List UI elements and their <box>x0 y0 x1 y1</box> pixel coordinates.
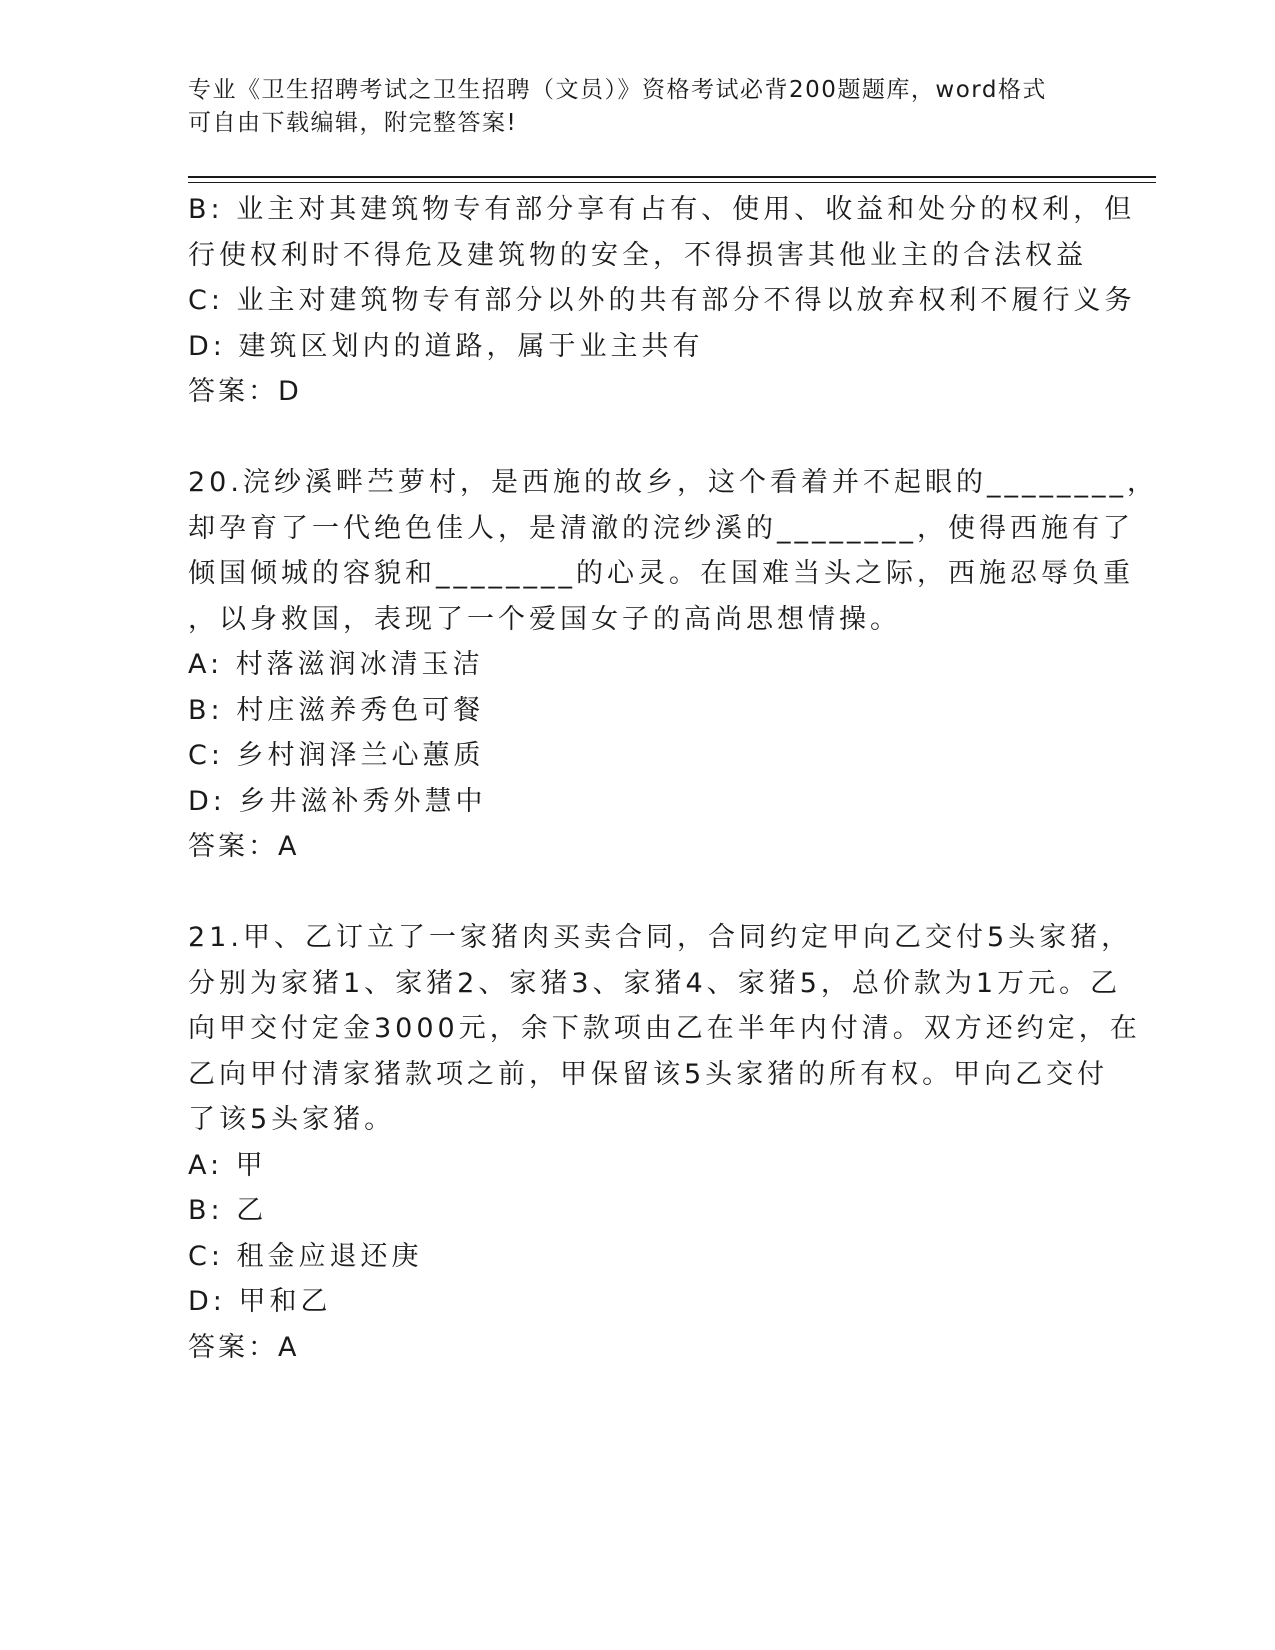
question-stem-line: 却孕育了一代绝色佳人，是清澈的浣纱溪的________，使得西施有了 <box>188 512 1134 544</box>
question-stem-line: 乙向甲付清家猪款项之前，甲保留该5头家猪的所有权。甲向乙交付 <box>188 1058 1109 1090</box>
answer-line: 答案：D <box>188 376 302 407</box>
option-a: A: 村落滋润冰清玉洁 <box>188 649 484 680</box>
header-divider-thick <box>188 176 1156 178</box>
option-b-line-1: B: 业主对其建筑物专有部分享有占有、使用、收益和处分的权利，但 <box>188 194 1136 225</box>
question-stem-line: 21.甲、乙订立了一家猪肉买卖合同，合同约定甲向乙交付5头家猪， <box>188 922 1133 953</box>
header-title-line-2: 可自由下载编辑，附完整答案! <box>188 110 518 136</box>
answer-line: 答案：A <box>188 831 300 862</box>
question-stem-line: 分别为家猪1、家猪2、家猪3、家猪4、家猪5，总价款为1万元。乙 <box>188 967 1122 999</box>
document-body <box>188 187 1158 1370</box>
question-stem-line: 了该5头家猪。 <box>188 1104 396 1135</box>
section-spacer <box>188 870 1088 916</box>
option-d: D: 乡井滋补秀外慧中 <box>188 785 487 817</box>
page-header <box>188 74 1068 140</box>
header-title-line-1: 专业《卫生招聘考试之卫生招聘（文员）》资格考试必背200题题库，word格式 <box>188 77 1047 103</box>
option-d: D: 甲和乙 <box>188 1286 332 1317</box>
question-stem-line: 20.浣纱溪畔苎萝村，是西施的故乡，这个看着并不起眼的________， <box>188 467 1158 498</box>
option-b-line-2: 行使权利时不得危及建筑物的安全，不得损害其他业主的合法权益 <box>188 239 1087 271</box>
option-d: D: 建筑区划内的道路，属于业主共有 <box>188 330 704 362</box>
option-c: C: 乡村润泽兰心蕙质 <box>188 740 485 771</box>
question-21 <box>188 915 1141 1370</box>
option-b: B: 乙 <box>188 1195 268 1226</box>
option-b: B: 村庄滋养秀色可餐 <box>188 694 485 726</box>
option-c: C: 租金应退还庚 <box>188 1240 423 1272</box>
question-stem-line: 向甲交付定金3000元，余下款项由乙在半年内付清。双方还约定，在 <box>188 1013 1141 1044</box>
question-19-continued <box>188 187 1136 415</box>
question-20 <box>188 460 1158 870</box>
option-a: A: 甲 <box>188 1149 267 1181</box>
option-c: C: 业主对建筑物专有部分以外的共有部分不得以放弃权利不履行义务 <box>188 285 1136 316</box>
header-divider-thin <box>188 182 1156 183</box>
question-stem-line: ，以身救国，表现了一个爱国女子的高尚思想情操。 <box>188 603 901 635</box>
answer-line: 答案：A <box>188 1331 300 1363</box>
question-stem-line: 倾国倾城的容貌和________的心灵。在国难当头之际，西施忍辱负重 <box>188 558 1134 589</box>
section-spacer <box>188 415 1088 461</box>
